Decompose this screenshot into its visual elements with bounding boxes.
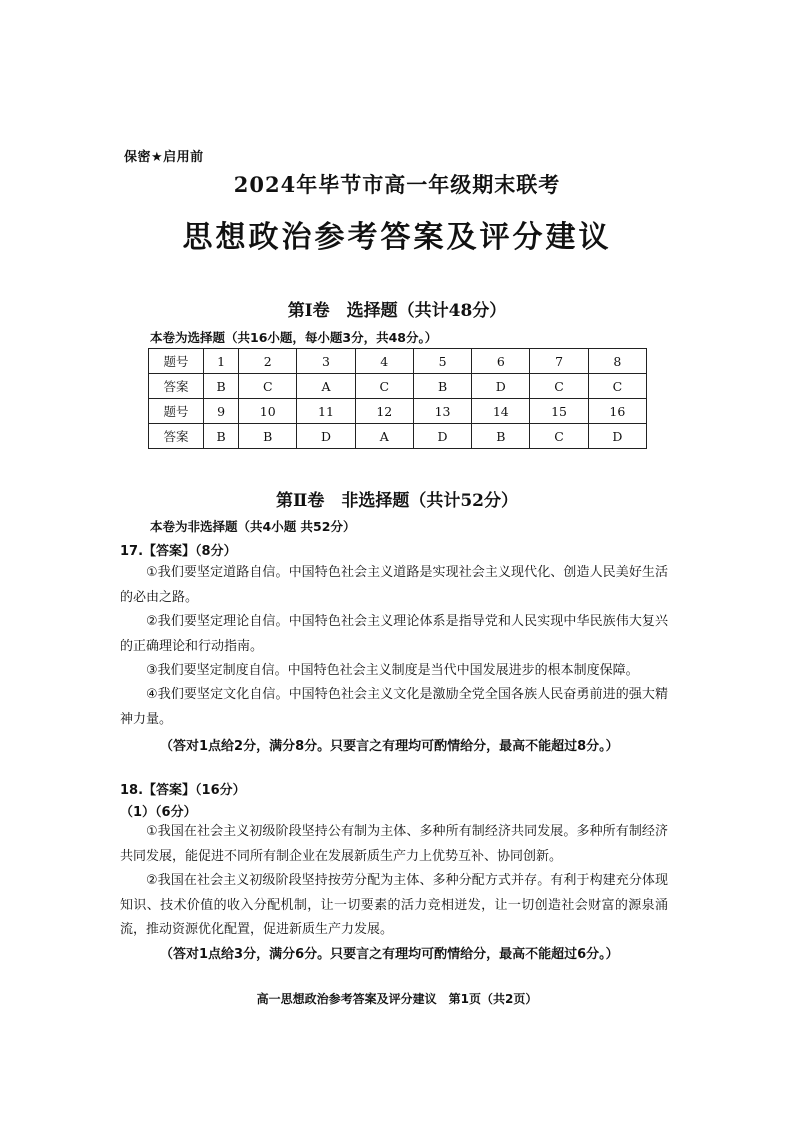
question-number: 15 <box>530 399 588 424</box>
answer-cell: C <box>530 374 588 399</box>
question-number: 11 <box>297 399 355 424</box>
answer-cell: D <box>413 424 471 449</box>
answer-cell: B <box>239 424 297 449</box>
answer-cell: C <box>239 374 297 399</box>
q18-subquestion-1: （1）（6分） <box>120 805 197 820</box>
row-label-question: 题号 <box>149 399 204 424</box>
document-title: 思想政治参考答案及评分建议 <box>182 220 612 255</box>
answer-cell: B <box>204 424 239 449</box>
answer-cell: C <box>588 374 646 399</box>
question-number: 7 <box>530 349 588 374</box>
table-row <box>149 349 647 374</box>
answer-cell: C <box>530 424 588 449</box>
row-label-question: 题号 <box>149 349 204 374</box>
table-row <box>149 374 647 399</box>
section1-heading: 第Ⅰ卷 选择题（共计48分） <box>287 301 507 321</box>
q17-heading: 17.【答案】（8分） <box>120 544 237 559</box>
answer-cell: A <box>297 374 355 399</box>
confidential-mark: 保密★启用前 <box>124 150 204 165</box>
answer-cell: D <box>297 424 355 449</box>
question-number: 5 <box>413 349 471 374</box>
q17-point-3: ③我们要坚定制度自信。中国特色社会主义制度是当代中国发展进步的根本制度保障。 <box>146 663 639 678</box>
answer-cell: D <box>472 374 530 399</box>
q17-point-4: ④我们要坚定文化自信。中国特色社会主义文化是激励全党全国各族人民奋勇前进的强大精神力量。 <box>120 687 668 727</box>
question-number: 1 <box>204 349 239 374</box>
section2-heading: 第Ⅱ卷 非选择题（共计52分） <box>276 491 518 511</box>
exam-title: 2024年毕节市高一年级期末联考 <box>233 172 561 197</box>
q18-scoring-note: （答对1点给3分，满分6分。只要言之有理均可酌情给分，最高不能超过6分。） <box>160 947 619 962</box>
q18-point-2: ②我国在社会主义初级阶段坚持按劳分配为主体、多种分配方式并存。有利于构建充分体现知识、技术价值的收入分配机制，让一切要素的活力竞相迸发，让一切创造社会财富的源泉涌流，推动资源优化配置，促进新质生产力发展。 <box>120 873 668 937</box>
answer-table <box>148 348 647 449</box>
section1-note: 本卷为选择题（共16小题，每小题3分，共48分。） <box>150 330 438 345</box>
answer-cell: B <box>472 424 530 449</box>
q17-point-1: ①我们要坚定道路自信。中国特色社会主义道路是实现社会主义现代化、创造人民美好生活的必由之路。 <box>120 565 668 605</box>
row-label-answer: 答案 <box>149 424 204 449</box>
question-number: 6 <box>472 349 530 374</box>
question-number: 16 <box>588 399 646 424</box>
answer-cell: D <box>588 424 646 449</box>
question-number: 3 <box>297 349 355 374</box>
q17-scoring-note: （答对1点给2分，满分8分。只要言之有理均可酌情给分，最高不能超过8分。） <box>160 739 619 754</box>
table-row <box>149 399 647 424</box>
question-number: 4 <box>355 349 413 374</box>
answer-cell: B <box>413 374 471 399</box>
section2-note: 本卷为非选择题（共4小题 共52分） <box>150 519 356 534</box>
q18-point-1: ①我国在社会主义初级阶段坚持公有制为主体、多种所有制经济共同发展。多种所有制经济共同发展，能促进不同所有制企业在发展新质生产力上优势互补、协同创新。 <box>120 824 668 864</box>
q18-heading: 18.【答案】（16分） <box>120 783 246 798</box>
table-row <box>149 424 647 449</box>
question-number: 10 <box>239 399 297 424</box>
answer-cell: A <box>355 424 413 449</box>
question-number: 13 <box>413 399 471 424</box>
row-label-answer: 答案 <box>149 374 204 399</box>
page-footer: 高一思想政治参考答案及评分建议 第1页（共2页） <box>256 992 538 1006</box>
question-number: 14 <box>472 399 530 424</box>
q17-point-2: ②我们要坚定理论自信。中国特色社会主义理论体系是指导党和人民实现中华民族伟大复兴的正确理论和行动指南。 <box>120 614 668 654</box>
answer-cell: B <box>204 374 239 399</box>
answer-cell: C <box>355 374 413 399</box>
question-number: 2 <box>239 349 297 374</box>
question-number: 9 <box>204 399 239 424</box>
question-number: 8 <box>588 349 646 374</box>
question-number: 12 <box>355 399 413 424</box>
